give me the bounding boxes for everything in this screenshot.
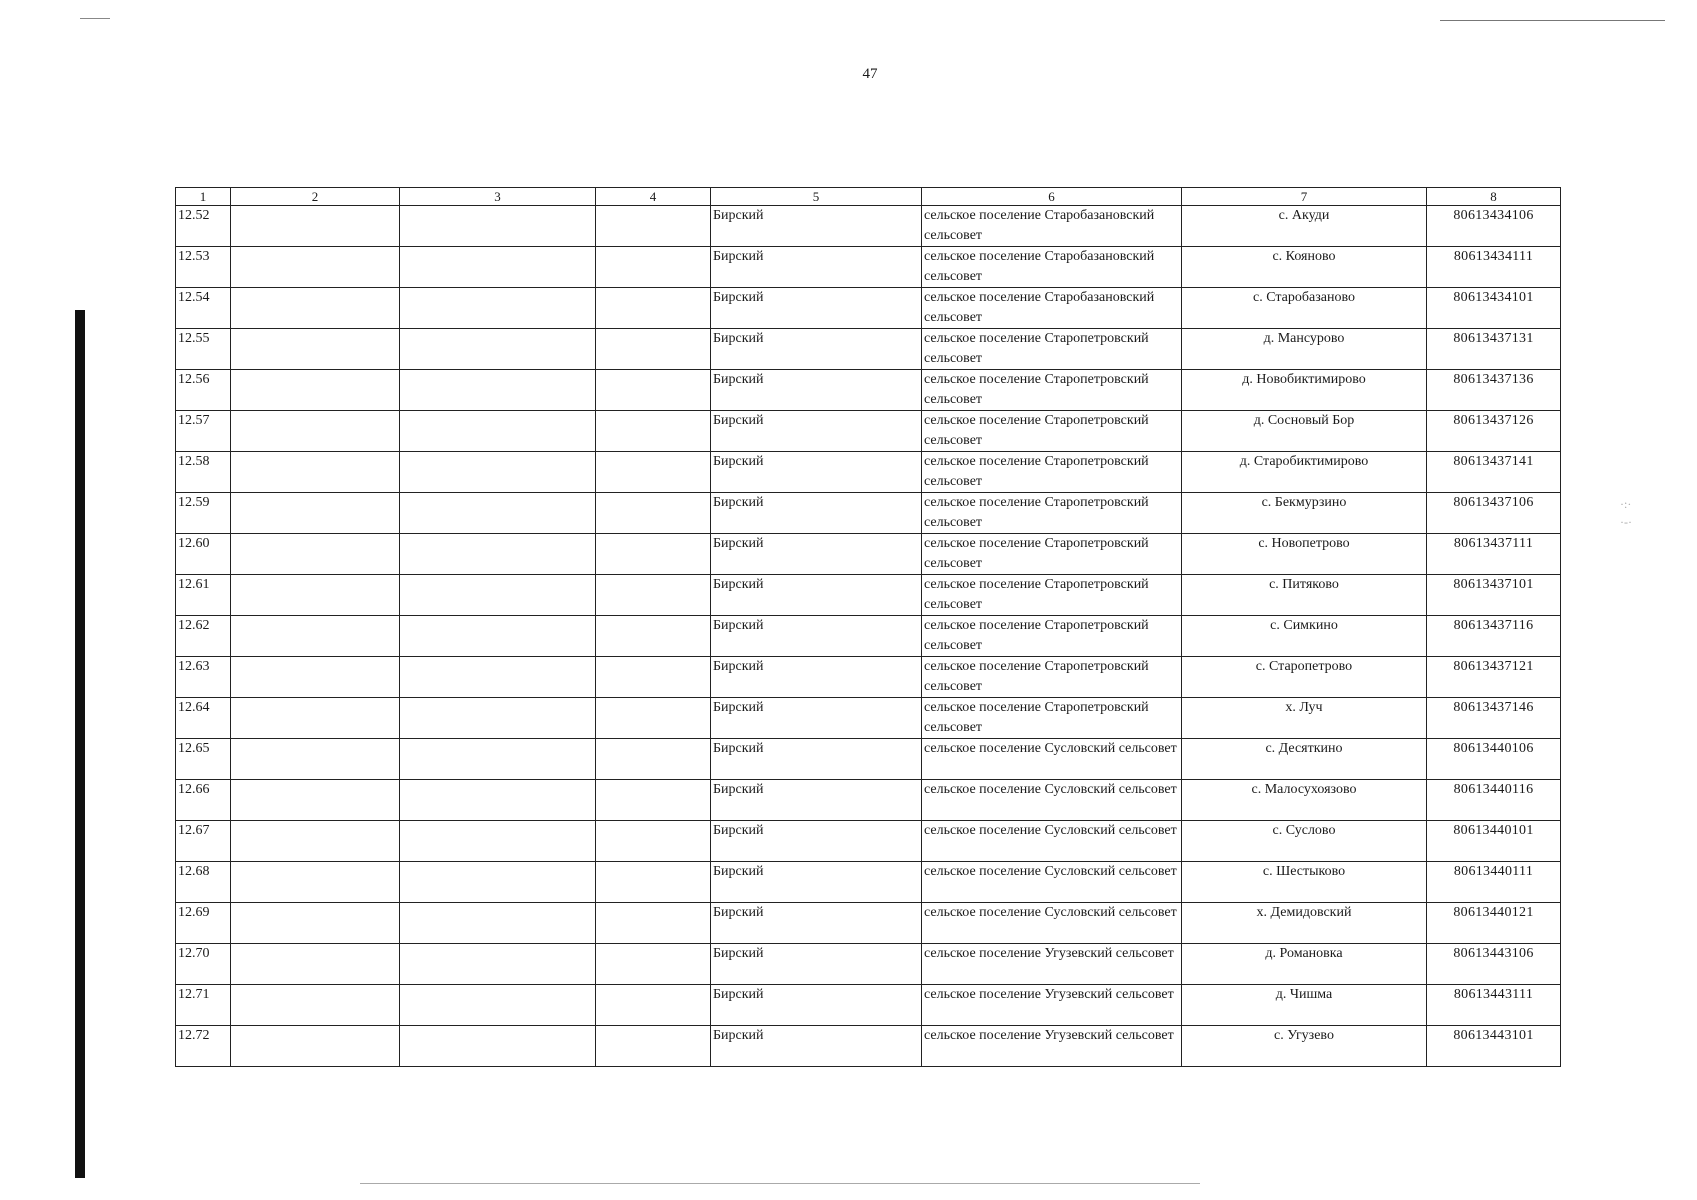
empty-cell <box>400 739 596 780</box>
district-cell: Бирский <box>711 985 922 1026</box>
oktmo-code-cell: 80613440106 <box>1427 739 1561 780</box>
empty-cell <box>231 288 400 329</box>
settlement-cell: сельское поселение Старопетровский сельсовет <box>922 698 1182 739</box>
locality-cell: д. Чишма <box>1182 985 1427 1026</box>
locality-cell: с. Малосухоязово <box>1182 780 1427 821</box>
locality-cell: д. Сосновый Бор <box>1182 411 1427 452</box>
column-header: 3 <box>400 188 596 206</box>
locality-cell: с. Акуди <box>1182 206 1427 247</box>
empty-cell <box>596 985 711 1026</box>
oktmo-code-cell: 80613437131 <box>1427 329 1561 370</box>
settlement-cell: сельское поселение Старопетровский сельсовет <box>922 452 1182 493</box>
empty-cell <box>400 288 596 329</box>
empty-cell <box>231 534 400 575</box>
settlement-cell: сельское поселение Сусловский сельсовет <box>922 739 1182 780</box>
empty-cell <box>596 288 711 329</box>
empty-cell <box>596 616 711 657</box>
district-cell: Бирский <box>711 452 922 493</box>
scan-artifact-line <box>1440 20 1665 21</box>
empty-cell <box>231 247 400 288</box>
scan-artifact-specks: ·:· ·-· <box>1620 497 1632 529</box>
district-cell: Бирский <box>711 493 922 534</box>
locality-cell: с. Новопетрово <box>1182 534 1427 575</box>
empty-cell <box>231 698 400 739</box>
settlement-cell: сельское поселение Сусловский сельсовет <box>922 821 1182 862</box>
table-row <box>176 493 1561 534</box>
empty-cell <box>400 944 596 985</box>
empty-cell <box>400 616 596 657</box>
locality-cell: с. Суслово <box>1182 821 1427 862</box>
empty-cell <box>596 1026 711 1067</box>
oktmo-code-cell: 80613440121 <box>1427 903 1561 944</box>
row-number-cell: 12.53 <box>176 247 231 288</box>
empty-cell <box>596 370 711 411</box>
table-row <box>176 247 1561 288</box>
column-header: 1 <box>176 188 231 206</box>
empty-cell <box>400 698 596 739</box>
district-cell: Бирский <box>711 657 922 698</box>
locality-cell: с. Шестыково <box>1182 862 1427 903</box>
row-number-cell: 12.54 <box>176 288 231 329</box>
empty-cell <box>596 739 711 780</box>
empty-cell <box>596 247 711 288</box>
table-row <box>176 329 1561 370</box>
empty-cell <box>596 657 711 698</box>
table-row <box>176 739 1561 780</box>
oktmo-code-cell: 80613443101 <box>1427 1026 1561 1067</box>
district-cell: Бирский <box>711 288 922 329</box>
locality-cell: х. Луч <box>1182 698 1427 739</box>
empty-cell <box>231 452 400 493</box>
district-cell: Бирский <box>711 247 922 288</box>
empty-cell <box>400 657 596 698</box>
empty-cell <box>596 698 711 739</box>
table-row <box>176 370 1561 411</box>
row-number-cell: 12.62 <box>176 616 231 657</box>
table-row <box>176 985 1561 1026</box>
empty-cell <box>596 903 711 944</box>
settlement-cell: сельское поселение Старобазановский сельсовет <box>922 206 1182 247</box>
settlement-cell: сельское поселение Сусловский сельсовет <box>922 862 1182 903</box>
empty-cell <box>596 206 711 247</box>
table-row <box>176 862 1561 903</box>
empty-cell <box>596 862 711 903</box>
locality-cell: с. Старопетрово <box>1182 657 1427 698</box>
scan-artifact-edge-bar <box>75 310 85 1178</box>
district-cell: Бирский <box>711 780 922 821</box>
table-row <box>176 575 1561 616</box>
table-row <box>176 452 1561 493</box>
row-number-cell: 12.65 <box>176 739 231 780</box>
locality-cell: с. Кояново <box>1182 247 1427 288</box>
empty-cell <box>596 944 711 985</box>
row-number-cell: 12.68 <box>176 862 231 903</box>
empty-cell <box>596 493 711 534</box>
settlement-cell: сельское поселение Старобазановский сельсовет <box>922 247 1182 288</box>
empty-cell <box>231 657 400 698</box>
district-cell: Бирский <box>711 739 922 780</box>
locality-cell: д. Романовка <box>1182 944 1427 985</box>
column-header: 4 <box>596 188 711 206</box>
district-cell: Бирский <box>711 903 922 944</box>
register-table <box>175 187 1561 1067</box>
row-number-cell: 12.67 <box>176 821 231 862</box>
district-cell: Бирский <box>711 206 922 247</box>
empty-cell <box>400 493 596 534</box>
empty-cell <box>400 903 596 944</box>
empty-cell <box>596 411 711 452</box>
table-row <box>176 616 1561 657</box>
empty-cell <box>231 739 400 780</box>
row-number-cell: 12.57 <box>176 411 231 452</box>
oktmo-code-cell: 80613437146 <box>1427 698 1561 739</box>
oktmo-code-cell: 80613440111 <box>1427 862 1561 903</box>
settlement-cell: сельское поселение Старопетровский сельсовет <box>922 616 1182 657</box>
empty-cell <box>596 329 711 370</box>
district-cell: Бирский <box>711 411 922 452</box>
empty-cell <box>400 206 596 247</box>
locality-cell: с. Симкино <box>1182 616 1427 657</box>
oktmo-code-cell: 80613437136 <box>1427 370 1561 411</box>
locality-cell: с. Старобазаново <box>1182 288 1427 329</box>
oktmo-code-cell: 80613437106 <box>1427 493 1561 534</box>
table-row <box>176 534 1561 575</box>
oktmo-code-cell: 80613437101 <box>1427 575 1561 616</box>
empty-cell <box>231 206 400 247</box>
settlement-cell: сельское поселение Угузевский сельсовет <box>922 944 1182 985</box>
settlement-cell: сельское поселение Старобазановский сельсовет <box>922 288 1182 329</box>
empty-cell <box>231 370 400 411</box>
district-cell: Бирский <box>711 370 922 411</box>
column-header: 2 <box>231 188 400 206</box>
oktmo-code-cell: 80613437111 <box>1427 534 1561 575</box>
table-header-row <box>176 188 1561 206</box>
empty-cell <box>400 329 596 370</box>
table-body <box>176 188 1561 1067</box>
table-row <box>176 657 1561 698</box>
locality-cell: с. Угузево <box>1182 1026 1427 1067</box>
settlement-cell: сельское поселение Старопетровский сельсовет <box>922 575 1182 616</box>
column-header: 6 <box>922 188 1182 206</box>
table-row <box>176 288 1561 329</box>
district-cell: Бирский <box>711 862 922 903</box>
settlement-cell: сельское поселение Старопетровский сельсовет <box>922 534 1182 575</box>
empty-cell <box>231 1026 400 1067</box>
oktmo-code-cell: 80613443106 <box>1427 944 1561 985</box>
locality-cell: д. Мансурово <box>1182 329 1427 370</box>
district-cell: Бирский <box>711 698 922 739</box>
empty-cell <box>400 780 596 821</box>
row-number-cell: 12.52 <box>176 206 231 247</box>
empty-cell <box>596 575 711 616</box>
column-header: 5 <box>711 188 922 206</box>
row-number-cell: 12.56 <box>176 370 231 411</box>
page-number: 47 <box>862 66 878 82</box>
table-row <box>176 821 1561 862</box>
empty-cell <box>231 575 400 616</box>
row-number-cell: 12.55 <box>176 329 231 370</box>
table-row <box>176 903 1561 944</box>
empty-cell <box>231 944 400 985</box>
district-cell: Бирский <box>711 1026 922 1067</box>
settlement-cell: сельское поселение Сусловский сельсовет <box>922 903 1182 944</box>
empty-cell <box>400 411 596 452</box>
empty-cell <box>596 821 711 862</box>
empty-cell <box>400 862 596 903</box>
table-row <box>176 1026 1561 1067</box>
empty-cell <box>231 616 400 657</box>
oktmo-code-cell: 80613443111 <box>1427 985 1561 1026</box>
empty-cell <box>400 370 596 411</box>
empty-cell <box>400 821 596 862</box>
row-number-cell: 12.64 <box>176 698 231 739</box>
table-row <box>176 206 1561 247</box>
empty-cell <box>231 493 400 534</box>
district-cell: Бирский <box>711 575 922 616</box>
locality-cell: х. Демидовский <box>1182 903 1427 944</box>
oktmo-code-cell: 80613434111 <box>1427 247 1561 288</box>
locality-cell: с. Десяткино <box>1182 739 1427 780</box>
row-number-cell: 12.60 <box>176 534 231 575</box>
oktmo-code-cell: 80613437141 <box>1427 452 1561 493</box>
empty-cell <box>400 985 596 1026</box>
table-row <box>176 411 1561 452</box>
district-cell: Бирский <box>711 821 922 862</box>
district-cell: Бирский <box>711 616 922 657</box>
locality-cell: с. Бекмурзино <box>1182 493 1427 534</box>
row-number-cell: 12.71 <box>176 985 231 1026</box>
row-number-cell: 12.63 <box>176 657 231 698</box>
empty-cell <box>596 452 711 493</box>
settlement-cell: сельское поселение Старопетровский сельсовет <box>922 657 1182 698</box>
empty-cell <box>400 452 596 493</box>
table-row <box>176 780 1561 821</box>
settlement-cell: сельское поселение Сусловский сельсовет <box>922 780 1182 821</box>
empty-cell <box>231 780 400 821</box>
district-cell: Бирский <box>711 534 922 575</box>
oktmo-code-cell: 80613434106 <box>1427 206 1561 247</box>
empty-cell <box>400 575 596 616</box>
empty-cell <box>596 534 711 575</box>
settlement-cell: сельское поселение Старопетровский сельсовет <box>922 329 1182 370</box>
empty-cell <box>231 821 400 862</box>
empty-cell <box>231 903 400 944</box>
table-row <box>176 698 1561 739</box>
empty-cell <box>231 862 400 903</box>
empty-cell <box>596 780 711 821</box>
settlement-cell: сельское поселение Угузевский сельсовет <box>922 1026 1182 1067</box>
settlement-cell: сельское поселение Старопетровский сельсовет <box>922 493 1182 534</box>
row-number-cell: 12.70 <box>176 944 231 985</box>
oktmo-code-cell: 80613437121 <box>1427 657 1561 698</box>
table-row <box>176 944 1561 985</box>
empty-cell <box>400 247 596 288</box>
settlement-cell: сельское поселение Старопетровский сельсовет <box>922 370 1182 411</box>
oktmo-code-cell: 80613437126 <box>1427 411 1561 452</box>
row-number-cell: 12.59 <box>176 493 231 534</box>
district-cell: Бирский <box>711 329 922 370</box>
empty-cell <box>400 1026 596 1067</box>
scan-artifact-line <box>360 1183 1200 1184</box>
settlement-cell: сельское поселение Старопетровский сельсовет <box>922 411 1182 452</box>
oktmo-code-cell: 80613440116 <box>1427 780 1561 821</box>
oktmo-code-cell: 80613437116 <box>1427 616 1561 657</box>
locality-cell: д. Новобиктимирово <box>1182 370 1427 411</box>
row-number-cell: 12.58 <box>176 452 231 493</box>
empty-cell <box>231 411 400 452</box>
row-number-cell: 12.72 <box>176 1026 231 1067</box>
row-number-cell: 12.69 <box>176 903 231 944</box>
empty-cell <box>400 534 596 575</box>
row-number-cell: 12.61 <box>176 575 231 616</box>
district-cell: Бирский <box>711 944 922 985</box>
empty-cell <box>231 329 400 370</box>
column-header: 7 <box>1182 188 1427 206</box>
scan-artifact-line <box>80 18 110 19</box>
locality-cell: с. Питяково <box>1182 575 1427 616</box>
row-number-cell: 12.66 <box>176 780 231 821</box>
empty-cell <box>231 985 400 1026</box>
settlement-cell: сельское поселение Угузевский сельсовет <box>922 985 1182 1026</box>
locality-cell: д. Старобиктимирово <box>1182 452 1427 493</box>
oktmo-code-cell: 80613434101 <box>1427 288 1561 329</box>
oktmo-code-cell: 80613440101 <box>1427 821 1561 862</box>
column-header: 8 <box>1427 188 1561 206</box>
